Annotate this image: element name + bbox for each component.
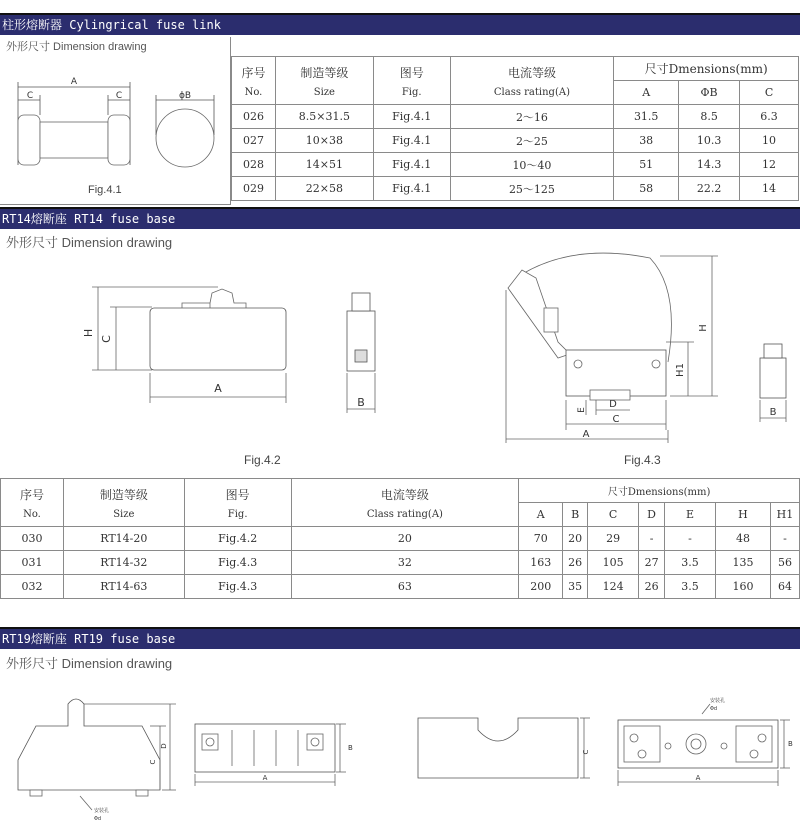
rt19-drawing-right (410, 690, 795, 825)
section-header-cylindrical-fuse: 柱形熔断器 Cylingrical fuse link (0, 13, 800, 35)
table-row: 029 22×58 Fig.4.1 25～125 58 22.2 14 (232, 177, 799, 201)
fig-4-1-drawing (0, 55, 231, 185)
header-dim-c: C (740, 81, 799, 105)
mounting-hole-label: 安装孔 (94, 808, 110, 814)
dim-label-d: D (609, 399, 617, 410)
header-dim-b: B (563, 503, 588, 527)
mounting-hole-label: 安装孔 (710, 698, 726, 704)
dim-label-c-left: C (26, 91, 34, 101)
header-no: 序号 No. (1, 479, 64, 527)
dim-label-h: H (82, 328, 95, 338)
rt19-drawing-left (10, 690, 390, 825)
header-dim-d: D (639, 503, 665, 527)
fig-4-2-drawing (70, 275, 400, 425)
dim-label-a: A (695, 774, 701, 782)
header-dim-c: C (588, 503, 639, 527)
dim-label-b: B (769, 407, 777, 418)
dim-label-phi-b: ϕB (178, 91, 192, 101)
header-no: 序号 No. (232, 57, 276, 105)
header-rating: 电流等级 Class rating(A) (291, 479, 519, 527)
table-row: 026 8.5×31.5 Fig.4.1 2～16 31.5 8.5 6.3 (232, 105, 799, 129)
header-dim-a: A (614, 81, 679, 105)
table-row: 028 14×51 Fig.4.1 10～40 51 14.3 12 (232, 153, 799, 177)
rt14-fuse-base-table (0, 478, 800, 599)
fig-4-3-caption: Fig.4.3 (624, 453, 661, 467)
dim-label-b: B (788, 740, 793, 748)
header-dim-e: E (665, 503, 716, 527)
header-dim-b: ΦB (679, 81, 740, 105)
dim-label-phi-d: Φd (710, 706, 718, 712)
table-row: 030 RT14-20 Fig.4.2 20 70 20 29 - - 48 - (1, 527, 800, 551)
section-header-rt14-fuse-base: RT14熔断座 RT14 fuse base (0, 207, 800, 229)
dim-label-e: E (577, 407, 587, 413)
dim-label-b: B (357, 396, 365, 409)
dim-label-c: C (612, 414, 620, 425)
fig-4-2-caption: Fig.4.2 (244, 453, 281, 467)
header-dim-a: A (519, 503, 563, 527)
fig-4-3-drawing (500, 250, 800, 450)
fig-4-1-caption: Fig.4.1 (88, 184, 122, 196)
header-size: 制造等级 Size (63, 479, 184, 527)
dim-label-a: A (70, 77, 78, 87)
table-row: 032 RT14-63 Fig.4.3 63 200 35 124 26 3.5 160 64 (1, 575, 800, 599)
cylindrical-fuse-table (231, 56, 799, 201)
header-dim-h: H (716, 503, 771, 527)
dim-label-b: B (348, 744, 353, 752)
table-row: 027 10×38 Fig.4.1 2～25 38 10.3 10 (232, 129, 799, 153)
dim-label-a: A (262, 774, 268, 782)
header-dim-h1: H1 (770, 503, 799, 527)
section2-subtitle: 外形尺寸 Dimension drawing (6, 235, 173, 250)
dim-label-d: D (160, 743, 168, 749)
dim-label-c-right: C (115, 91, 123, 101)
dim-label-c: C (149, 759, 157, 765)
dim-label-c: C (582, 749, 590, 755)
dim-label-h: H (698, 324, 709, 332)
section1-subtitle: 外形尺寸 Dimension drawing (6, 41, 147, 53)
header-fig: 图号 Fig. (373, 57, 450, 105)
section-header-rt19-fuse-base: RT19熔断座 RT19 fuse base (0, 627, 800, 649)
header-rating: 电流等级 Class rating(A) (450, 57, 614, 105)
dim-label-c: C (100, 335, 113, 343)
header-size: 制造等级 Size (275, 57, 373, 105)
header-dimensions: 尺寸Dmensions(mm) (519, 479, 800, 503)
dim-label-a: A (582, 429, 590, 440)
table-row: 031 RT14-32 Fig.4.3 32 163 26 105 27 3.5 135 56 (1, 551, 800, 575)
header-dimensions: 尺寸Dmensions(mm) (614, 57, 799, 81)
dim-label-phi-d: Φd (94, 816, 102, 822)
dim-label-h1: H1 (675, 363, 686, 377)
header-fig: 图号 Fig. (184, 479, 291, 527)
dim-label-a: A (214, 382, 222, 395)
section3-subtitle: 外形尺寸 Dimension drawing (6, 656, 173, 671)
